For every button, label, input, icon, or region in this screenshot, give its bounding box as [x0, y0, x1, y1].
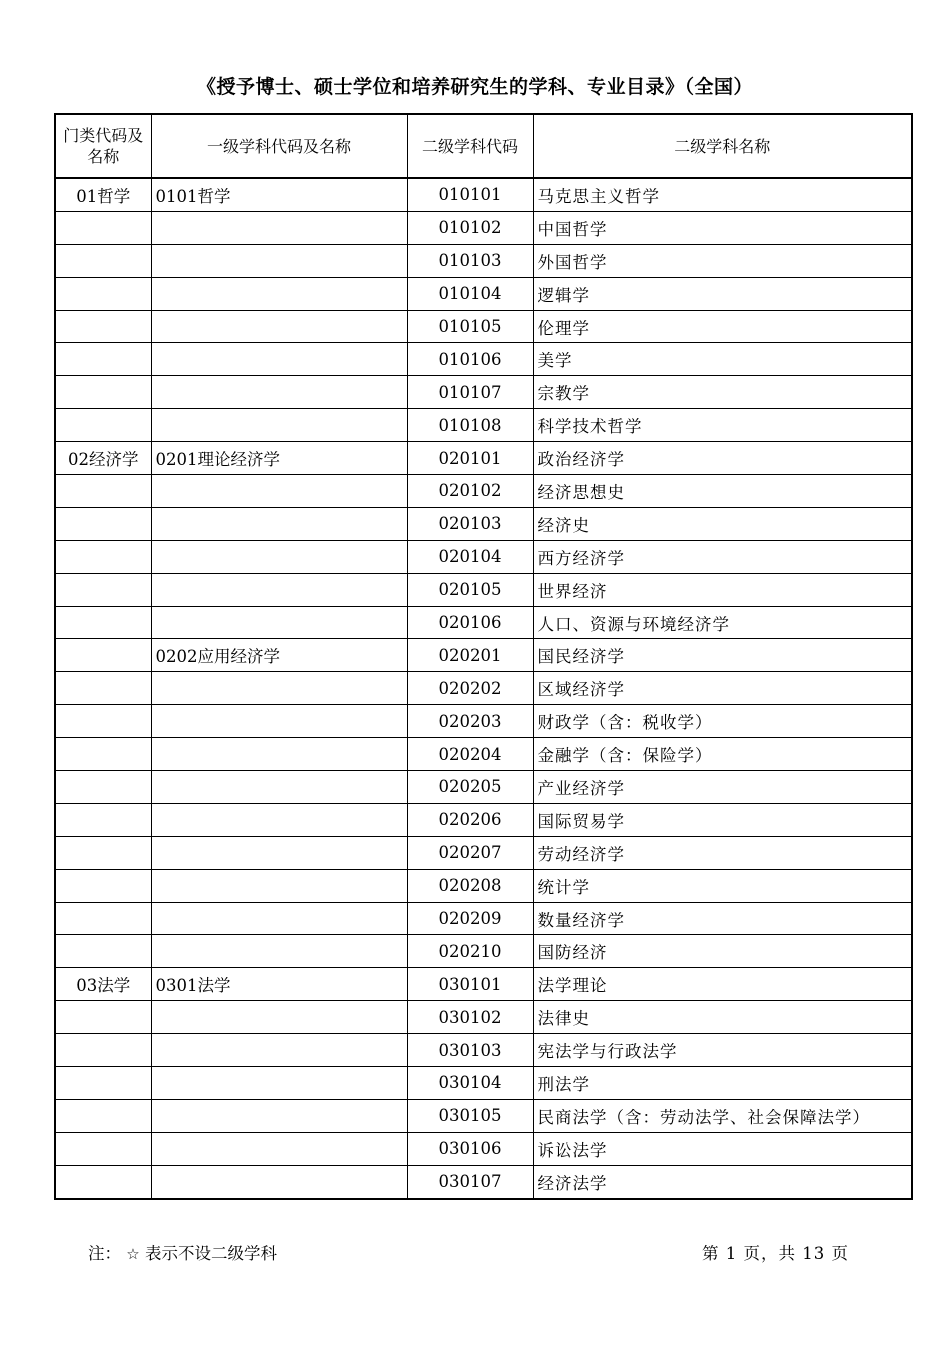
first-level-cell	[151, 211, 407, 244]
category-cell	[55, 244, 151, 277]
category-cell	[55, 507, 151, 540]
second-code-cell: 020209	[407, 902, 533, 935]
second-code-cell: 020204	[407, 738, 533, 771]
second-code-cell: 030105	[407, 1099, 533, 1132]
table-row	[55, 935, 912, 968]
category-cell	[55, 1034, 151, 1067]
second-code-cell: 020101	[407, 442, 533, 475]
category-cell	[55, 1099, 151, 1132]
table-row	[55, 507, 912, 540]
second-name-cell: 经济史	[533, 507, 912, 540]
category-cell	[55, 540, 151, 573]
second-code-cell: 020206	[407, 803, 533, 836]
first-level-cell	[151, 1132, 407, 1165]
second-code-cell: 010105	[407, 310, 533, 343]
table-row	[55, 277, 912, 310]
second-name-cell: 外国哲学	[533, 244, 912, 277]
second-code-cell: 020210	[407, 935, 533, 968]
second-name-cell: 政治经济学	[533, 442, 912, 475]
first-level-cell	[151, 343, 407, 376]
category-cell	[55, 803, 151, 836]
first-level-cell	[151, 244, 407, 277]
star-icon: ☆	[126, 1245, 140, 1263]
second-code-cell: 020105	[407, 573, 533, 606]
table-row	[55, 1099, 912, 1132]
second-name-cell: 宪法学与行政法学	[533, 1034, 912, 1067]
second-name-cell: 经济思想史	[533, 475, 912, 508]
footnote-prefix: 注：	[88, 1244, 121, 1263]
table-row	[55, 1165, 912, 1198]
table-header-row	[55, 114, 912, 178]
table-row	[55, 178, 912, 211]
second-name-cell: 宗教学	[533, 376, 912, 409]
first-level-cell	[151, 1034, 407, 1067]
category-cell	[55, 902, 151, 935]
second-code-cell: 010106	[407, 343, 533, 376]
second-code-cell: 020106	[407, 606, 533, 639]
page-info: 第 1 页，共 13 页	[702, 1244, 849, 1263]
category-cell	[55, 1165, 151, 1198]
first-level-cell: 0202应用经济学	[151, 639, 407, 672]
first-level-cell: 0301法学	[151, 968, 407, 1001]
first-level-cell	[151, 869, 407, 902]
first-level-cell	[151, 573, 407, 606]
category-cell	[55, 211, 151, 244]
second-code-cell: 010102	[407, 211, 533, 244]
first-level-cell	[151, 507, 407, 540]
second-name-cell: 经济法学	[533, 1165, 912, 1198]
first-level-cell	[151, 606, 407, 639]
table-row	[55, 310, 912, 343]
footnote	[88, 1240, 277, 1264]
second-code-cell: 020208	[407, 869, 533, 902]
second-name-cell: 劳动经济学	[533, 836, 912, 869]
second-name-cell: 国民经济学	[533, 639, 912, 672]
document-title: 《授予博士、硕士学位和培养研究生的学科、专业目录》（全国）	[196, 76, 753, 98]
category-cell	[55, 1001, 151, 1034]
first-level-cell	[151, 1099, 407, 1132]
second-name-cell: 民商法学（含：劳动法学、社会保障法学）	[533, 1099, 912, 1132]
second-name-cell: 数量经济学	[533, 902, 912, 935]
second-code-cell: 030106	[407, 1132, 533, 1165]
second-name-cell: 法学理论	[533, 968, 912, 1001]
second-name-cell: 美学	[533, 343, 912, 376]
category-cell	[55, 705, 151, 738]
category-cell: 01哲学	[55, 178, 151, 211]
first-level-cell	[151, 1067, 407, 1100]
table-row	[55, 803, 912, 836]
second-name-cell: 财政学（含：税收学）	[533, 705, 912, 738]
second-code-cell: 020201	[407, 639, 533, 672]
first-level-cell	[151, 540, 407, 573]
table-row	[55, 705, 912, 738]
table-row	[55, 672, 912, 705]
table-row	[55, 211, 912, 244]
second-code-cell: 030107	[407, 1165, 533, 1198]
first-level-cell	[151, 836, 407, 869]
first-level-cell	[151, 771, 407, 804]
table-row	[55, 771, 912, 804]
category-cell	[55, 409, 151, 442]
first-level-cell	[151, 935, 407, 968]
second-name-cell: 诉讼法学	[533, 1132, 912, 1165]
header-first-level: 一级学科代码及名称	[151, 114, 407, 178]
table-row	[55, 409, 912, 442]
second-code-cell: 030103	[407, 1034, 533, 1067]
category-cell	[55, 672, 151, 705]
first-level-cell	[151, 409, 407, 442]
second-code-cell: 030102	[407, 1001, 533, 1034]
second-name-cell: 区域经济学	[533, 672, 912, 705]
second-name-cell: 国际贸易学	[533, 803, 912, 836]
table-row	[55, 244, 912, 277]
table-row	[55, 1067, 912, 1100]
second-name-cell: 刑法学	[533, 1067, 912, 1100]
second-name-cell: 马克思主义哲学	[533, 178, 912, 211]
category-cell	[55, 1132, 151, 1165]
category-cell	[55, 771, 151, 804]
first-level-cell	[151, 310, 407, 343]
second-name-cell: 科学技术哲学	[533, 409, 912, 442]
category-cell: 02经济学	[55, 442, 151, 475]
second-code-cell: 020103	[407, 507, 533, 540]
first-level-cell	[151, 672, 407, 705]
table-row	[55, 836, 912, 869]
second-code-cell: 010103	[407, 244, 533, 277]
first-level-cell	[151, 475, 407, 508]
category-cell	[55, 1067, 151, 1100]
second-name-cell: 中国哲学	[533, 211, 912, 244]
table-row	[55, 606, 912, 639]
second-name-cell: 国防经济	[533, 935, 912, 968]
first-level-cell	[151, 738, 407, 771]
footnote-text: 表示不设二级学科	[144, 1244, 277, 1263]
second-code-cell: 020205	[407, 771, 533, 804]
second-code-cell: 030104	[407, 1067, 533, 1100]
category-cell	[55, 869, 151, 902]
second-code-cell: 030101	[407, 968, 533, 1001]
table-row	[55, 968, 912, 1001]
first-level-cell	[151, 1001, 407, 1034]
second-code-cell: 010107	[407, 376, 533, 409]
table-row	[55, 540, 912, 573]
table-row	[55, 1034, 912, 1067]
category-cell	[55, 738, 151, 771]
category-cell	[55, 573, 151, 606]
table-row	[55, 902, 912, 935]
second-code-cell: 020207	[407, 836, 533, 869]
second-code-cell: 020102	[407, 475, 533, 508]
header-category	[55, 114, 151, 178]
category-cell	[55, 639, 151, 672]
header-second-name: 二级学科名称	[533, 114, 912, 178]
second-code-cell: 010108	[407, 409, 533, 442]
table-row	[55, 475, 912, 508]
second-name-cell: 统计学	[533, 869, 912, 902]
table-row	[55, 869, 912, 902]
category-cell	[55, 935, 151, 968]
second-code-cell: 020104	[407, 540, 533, 573]
second-name-cell: 人口、资源与环境经济学	[533, 606, 912, 639]
category-cell	[55, 343, 151, 376]
header-second-code: 二级学科代码	[407, 114, 533, 178]
first-level-cell	[151, 705, 407, 738]
first-level-cell	[151, 803, 407, 836]
second-name-cell: 世界经济	[533, 573, 912, 606]
table-row	[55, 376, 912, 409]
first-level-cell	[151, 277, 407, 310]
first-level-cell: 0101哲学	[151, 178, 407, 211]
second-name-cell: 西方经济学	[533, 540, 912, 573]
header-category-label: 门类代码及名称	[63, 126, 144, 166]
second-name-cell: 金融学（含：保险学）	[533, 738, 912, 771]
table-body	[55, 178, 912, 1199]
first-level-cell	[151, 902, 407, 935]
second-name-cell: 产业经济学	[533, 771, 912, 804]
second-code-cell: 010101	[407, 178, 533, 211]
table-row	[55, 573, 912, 606]
second-name-cell: 伦理学	[533, 310, 912, 343]
table-row	[55, 1132, 912, 1165]
category-cell	[55, 475, 151, 508]
category-cell	[55, 310, 151, 343]
table-row	[55, 639, 912, 672]
table-row	[55, 1001, 912, 1034]
discipline-catalog-table	[54, 113, 913, 1200]
table-row	[55, 343, 912, 376]
first-level-cell: 0201理论经济学	[151, 442, 407, 475]
second-code-cell: 020203	[407, 705, 533, 738]
category-cell	[55, 836, 151, 869]
first-level-cell	[151, 1165, 407, 1198]
second-code-cell: 020202	[407, 672, 533, 705]
category-cell	[55, 277, 151, 310]
category-cell: 03法学	[55, 968, 151, 1001]
second-code-cell: 010104	[407, 277, 533, 310]
second-name-cell: 法律史	[533, 1001, 912, 1034]
category-cell	[55, 376, 151, 409]
category-cell	[55, 606, 151, 639]
second-name-cell: 逻辑学	[533, 277, 912, 310]
table-row	[55, 738, 912, 771]
table-row	[55, 442, 912, 475]
first-level-cell	[151, 376, 407, 409]
